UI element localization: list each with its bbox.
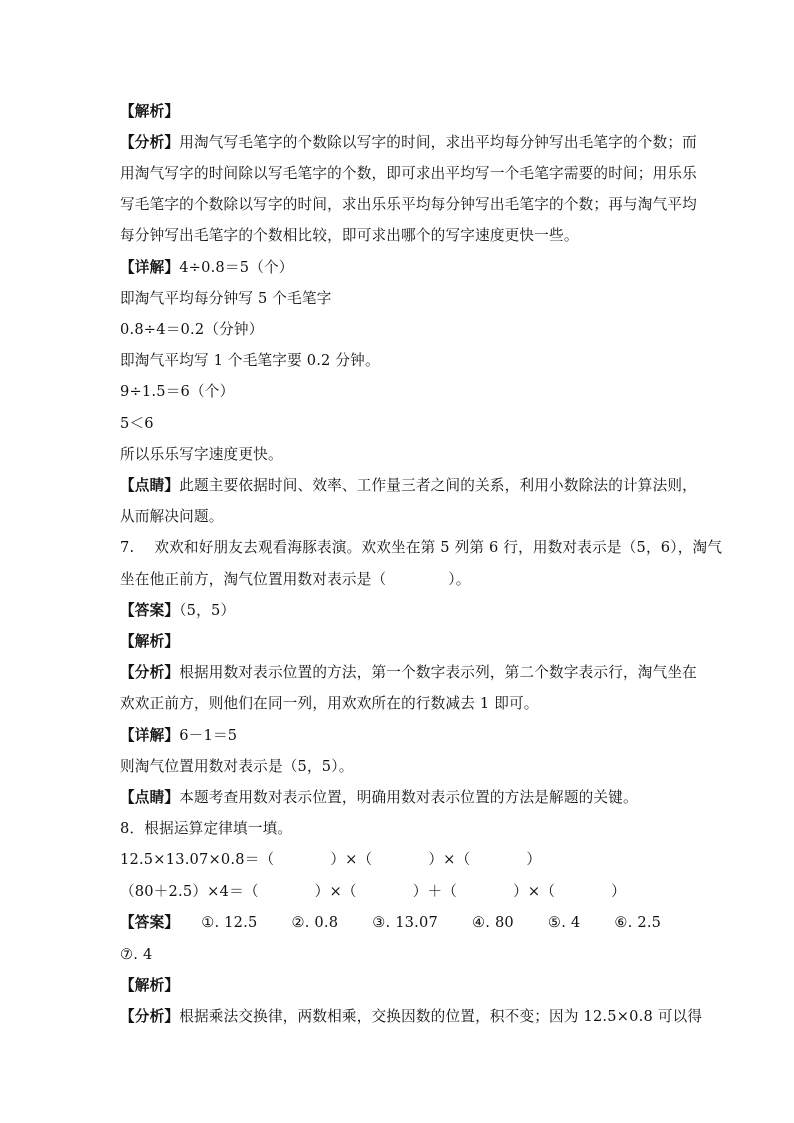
analysis-paragraph-line [120, 1007, 703, 1027]
answer-text: （5，5） [179, 602, 236, 619]
answer-item: ④. 80 [471, 914, 514, 931]
solution-text: 0.8÷4＝0.2（分钟） [120, 321, 264, 338]
solution-text: 即淘气平均每分钟写 5 个毛笔字 [120, 290, 332, 307]
question-7-line [120, 538, 723, 558]
answer-item: ③. 13.07 [372, 914, 438, 931]
answer-item: ⑤. 4 [547, 914, 581, 931]
comment-text: 此题主要依据时间、效率、工作量三者之间的关系，利用小数除法的计算法则， [179, 477, 697, 494]
analysis-heading: 【解析】 [120, 103, 180, 120]
solution-line [120, 258, 680, 278]
expression-text: ） [526, 851, 542, 868]
expression-text: 12.5×13.07×0.8＝（ [120, 851, 275, 868]
solution-text: 6－1＝5 [179, 727, 238, 744]
expression-text: ）×（ [428, 851, 471, 868]
expression-text: ）＋（ [412, 883, 458, 900]
solution-text: 9÷1.5＝6（个） [120, 383, 235, 400]
analysis-text: 写毛笔字的个数除以写字的时间，求出乐乐平均每分钟写出毛笔字的个数；再与淘气平均 [120, 196, 697, 213]
analysis-text: 用淘气写字的时间除以写毛笔字的个数，即可求出平均写一个毛笔字需要的时间；用乐乐 [120, 165, 697, 182]
question-8-title: 8．根据运算定律填一填。 [120, 820, 293, 837]
solution-label: 【详解】 [120, 727, 180, 744]
analysis-text: 根据用数对表示位置的方法，第一个数字表示列，第二个数字表示行，淘气坐在 [179, 664, 697, 681]
comment-text: 本题考查用数对表示位置，明确用数对表示位置的方法是解题的关键。 [179, 789, 638, 806]
question-8-row-1 [120, 850, 680, 870]
analysis-label: 【分析】 [120, 134, 180, 151]
expression-text: ）×（ [513, 883, 556, 900]
comment-text: 从而解决问题。 [120, 508, 224, 525]
solution-text: 5＜6 [120, 415, 154, 432]
expression-text: （80＋2.5）×4＝（ [120, 883, 259, 900]
solution-text: 则淘气位置用数对表示是（5，5）。 [120, 758, 354, 775]
comment-line [120, 788, 680, 808]
answer-line [120, 913, 680, 933]
comment-line [120, 476, 697, 496]
solution-label: 【详解】 [120, 259, 180, 276]
analysis-label: 【分析】 [120, 1008, 180, 1025]
analysis-text: 根据乘法交换律，两数相乘，交换因数的位置，积不变；因为 12.5×0.8 可以得 [179, 1008, 703, 1025]
question-text: 欢欢和好朋友去观看海豚表演。欢欢坐在第 5 列第 6 行，用数对表示是（5，6），淘气 [154, 539, 723, 556]
analysis-text: 用淘气写毛笔字的个数除以写字的时间，求出平均每分钟写出毛笔字的个数；而 [179, 134, 697, 151]
analysis-text: 欢欢正前方，则他们在同一列，用欢欢所在的行数减去 1 即可。 [120, 695, 539, 712]
answer-item: ⑥. 2.5 [614, 914, 662, 931]
solution-text: 即淘气平均写 1 个毛笔字要 0.2 分钟。 [120, 352, 380, 369]
analysis-text: 每分钟写出毛笔字的个数相比较，即可求出哪个的写字速度更快一些。 [120, 227, 579, 244]
expression-text: ） [611, 883, 626, 900]
answer-line [120, 945, 680, 965]
comment-label: 【点睛】 [120, 789, 180, 806]
question-text: 坐在他正前方，淘气位置用数对表示是（ [120, 571, 387, 588]
answer-item: ②. 0.8 [291, 914, 339, 931]
question-number: 7. [120, 539, 135, 556]
expression-text: ）×（ [314, 883, 357, 900]
answer-label: 【答案】 [120, 602, 180, 619]
analysis-label: 【分析】 [120, 664, 180, 681]
analysis-paragraph-line [120, 133, 697, 153]
question-text: ）。 [448, 571, 471, 588]
comment-label: 【点睛】 [120, 477, 180, 494]
analysis-paragraph-line [120, 663, 697, 683]
question-7-line [120, 570, 680, 590]
analysis-heading: 【解析】 [120, 977, 180, 994]
answer-item: ①. 12.5 [201, 914, 258, 931]
answer-label: 【答案】 [120, 914, 180, 931]
analysis-heading: 【解析】 [120, 633, 180, 650]
solution-text: 4÷0.8＝5（个） [179, 259, 294, 276]
solution-text: 所以乐乐写字速度更快。 [120, 446, 283, 463]
answer-item: ⑦. 4 [120, 946, 153, 963]
expression-text: ）×（ [330, 851, 373, 868]
solution-line [120, 726, 680, 746]
answer-line [120, 601, 680, 621]
question-8-row-2 [120, 882, 680, 902]
